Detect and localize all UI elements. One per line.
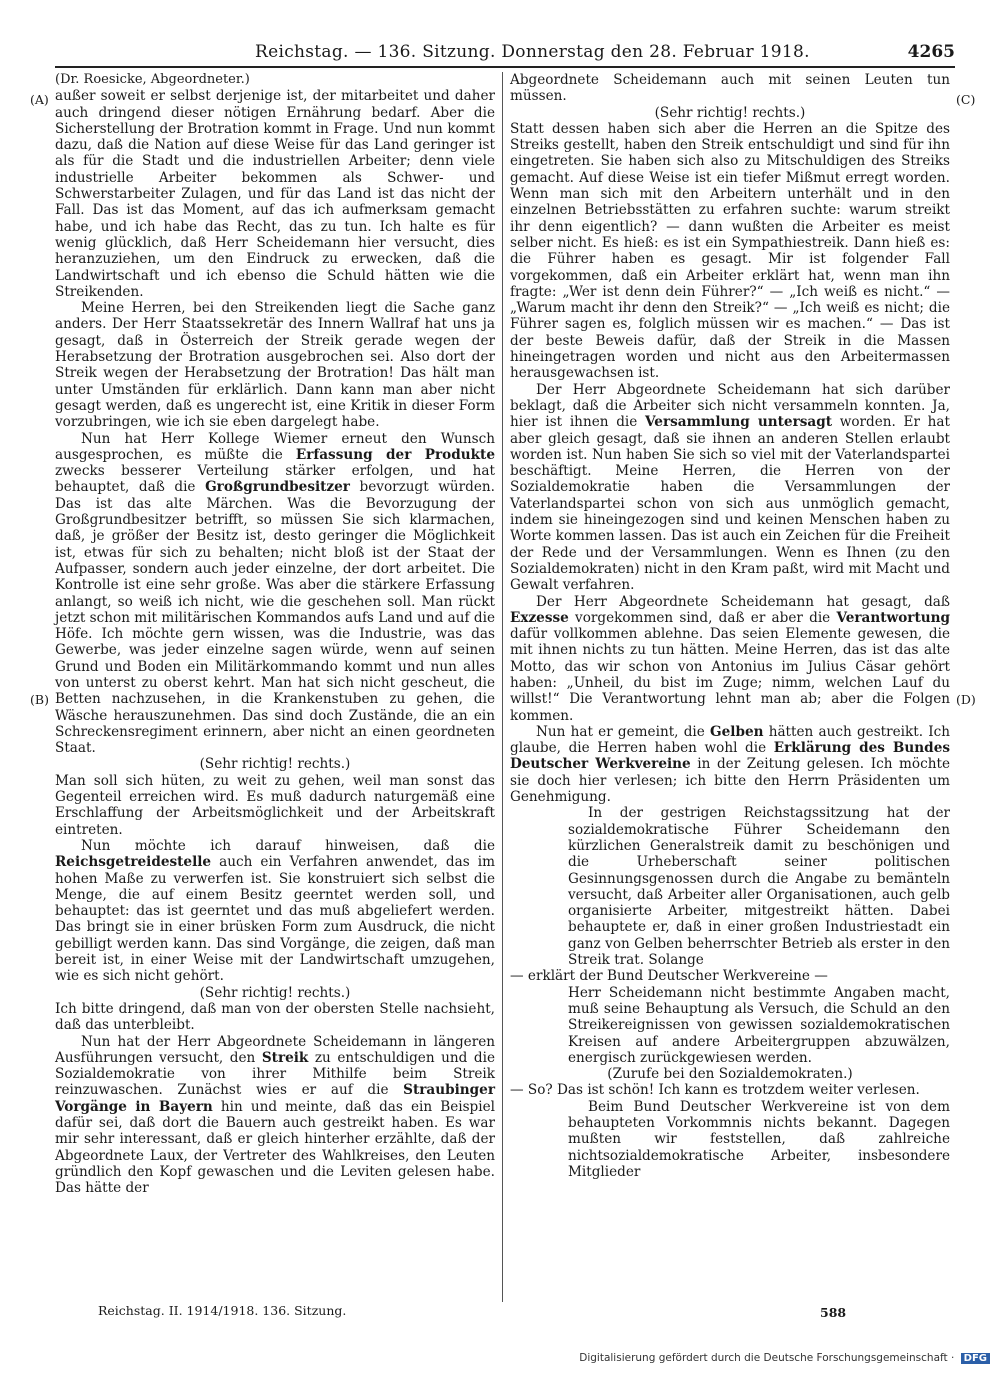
paragraph: — So? Das ist schön! Ich kann es trotzdem weiter verlesen.	[510, 1082, 920, 1099]
paragraph: Ich bitte dringend, daß man von der obersten Stelle nachsieht, daß das unterbleibt.	[55, 1000, 495, 1034]
footer-sheet-number: 588	[820, 1305, 847, 1320]
margin-mark-d: (D)	[956, 692, 976, 707]
digitization-credit	[579, 1352, 990, 1364]
interjection: (Sehr richtig! rechts.)	[199, 984, 351, 1001]
paragraph: Meine Herren, bei den Streikenden liegt die Sache ganz anders. Der Herr Staatssekretär des Innern Wallraf hat uns ja gesagt, daß in Österreich der Streik gerade wegen der Herabsetzung der Brotration ausgebrochen sei. Also dort der Streik wegen der Herabsetzung der Brotration! Das hält man unter Umständen für erklärlich. Dann kann man aber nicht gesagt werden, daß es ungerecht ist, eine Kritik in dieser Form vorzubringen, wie ich sie eben dargelegt habe.	[55, 300, 495, 431]
quotation: Herr Scheidemann nicht bestimmte Angaben macht, muß seine Behauptung als Versuch, die Schuld an den Streikereignissen von gewissen sozialdemokratischen Kreisen auf andere Arbeitergruppen abzuwälzen, energisch zurückgewiesen werden.	[568, 984, 950, 1066]
emphasis: Straubinger Vorgänge in Bayern	[55, 1082, 495, 1115]
margin-mark-a: (A)	[30, 92, 49, 107]
emphasis: Reichsgetreidestelle	[55, 854, 212, 871]
emphasis: Erklärung des Bundes Deutscher Werkvereine	[510, 740, 950, 773]
quotation-aside: — erklärt der Bund Deutscher Werkvereine —	[510, 968, 828, 985]
left-column	[55, 72, 495, 1196]
speaker-label: (Dr. Roesicke, Abgeordneter.)	[55, 72, 250, 87]
paragraph: Abgeordnete Scheidemann auch mit seinen Leuten tun müssen.	[510, 72, 950, 105]
page-number: 4265	[907, 42, 955, 62]
margin-mark-c: (C)	[956, 92, 976, 107]
header-title: Reichstag. — 136. Sitzung. Donnerstag den 28. Februar 1918.	[255, 42, 810, 62]
paragraph: außer soweit er selbst derjenige ist, der mitarbeitet und daher auch dringend dieser nötigen Ernährung bedarf. Aber die Sicherstellung der Brotration kommt in Frage. Und nun kommt dazu, daß die Nation auf diese Weise für das Land geringer ist als für die Stadt und die industriellen Arbeiter; denn viele industrielle Arbeiter bekommen als Schwer- und Schwerstarbeiter Zulagen, und für das Land ist das nicht der Fall. Das ist das Moment, auf das ich aufmerksam gemacht habe, und ich habe das Recht, das zu tun. Ich halte es für wenig glücklich, daß Herr Scheidemann hier versucht, dies heranzuziehen, um den Eindruck zu erwecken, daß die Landwirtschaft und ich ebenso die Schuld hätten wie die Streikenden.	[55, 88, 495, 300]
emphasis: Verantwortung	[836, 609, 950, 626]
paragraph: Der Herr Abgeordnete Scheidemann hat gesagt, daß Exzesse vorgekommen sind, daß er aber die Verantwortung dafür vollkommen ablehne. Das seien Elemente gewesen, die mit ihnen nichts zu tun hätten. Meine Herren, das ist das alte Motto, das wir schon von Antonius im Julius Cäsar gehört haben: „Unheil, du bist im Zuge; nimm, welchen Lauf du willst!“ Die Verantwortung lehnt man ab; aber die Folgen kommen.	[510, 593, 950, 724]
emphasis: Großgrundbesitzer	[205, 479, 350, 496]
interjection: (Sehr richtig! rechts.)	[654, 104, 806, 121]
column-divider	[502, 72, 503, 1302]
emphasis: Erfassung der Produkte	[295, 446, 495, 463]
emphasis: Streik	[261, 1049, 309, 1066]
footer-signature: Reichstag. II. 1914/1918. 136. Sitzung.	[98, 1303, 347, 1318]
emphasis: Versammlung untersagt	[645, 414, 832, 431]
paragraph: Nun hat der Herr Abgeordnete Scheidemann in längeren Ausführungen versucht, den Streik zu entschuldigen und die Sozialdemokratie von ihrer Mithilfe beim Streik reinzuwaschen. Zunächst wies er auf die Straubinger Vorgänge in Bayern hin und meinte, daß das ein Beispiel dafür sei, daß dort die Bauern auch gestreikt haben. Es war mir sehr interessant, daß er gleich hinterher erzählte, daß der Abgeordnete Laux, der Vertreter des Wahlkreises, den Leuten gründlich den Kopf gewaschen und die Leviten gelesen habe. Das hätte der	[55, 1033, 495, 1197]
right-column	[510, 72, 950, 1180]
paragraph: Der Herr Abgeordnete Scheidemann hat sich darüber beklagt, daß die Arbeiter sich nicht versammeln konnten. Ja, hier ist ihnen die Versammlung untersagt worden. Er hat aber gleich gesagt, daß sie ihnen an anderen Stellen erlaubt worden ist. Nun haben Sie sich so viel mit der Vaterlandspartei beschäftigt. Meine Herren, die Herren von der Sozialdemokratie haben die Versammlungen der Vaterlandspartei schon von sich aus unmöglich gemacht, indem sie hineingezogen sind und keinen Menschen haben zu Worte kommen lassen. Das ist auch ein Zeichen für die Freiheit der Rede und der Versammlungen. Wenn es Ihnen (zu den Sozialdemokraten) nicht in den Kram paßt, wird mit Macht und Gewalt verfahren.	[510, 381, 950, 594]
emphasis: Gelben	[710, 723, 764, 740]
margin-mark-b: (B)	[30, 692, 49, 707]
dfg-logo: DFG	[961, 1353, 990, 1364]
paragraph: Statt dessen haben sich aber die Herren an die Spitze des Streiks gestellt, haben den Streik entschuldigt und sind für ihn eingetreten. Sie haben sich also zu Mitschuldigen des Streiks gemacht. Auf diese Weise ist ein tiefer Mißmut erregt worden. Wenn man sich mit den Arbeitern unterhält und in den einzelnen Betriebsstätten zu erfahren suchte: warum streikt ihr denn eigentlich? — dann wußten die Arbeiter es meist selber nicht. Es hieß: es ist ein Sympathiestreik. Dann hieß es: die Führer haben es gesagt. Mir ist folgender Fall vorgekommen, daß ein Arbeiter erklärt hat, wenn man ihn fragte: „Wer ist denn dein Führer?“ — „Ich weiß es nicht.“ — „Warum macht ihr denn den Streik?“ — „Ich weiß es nicht; die Führer sagen es, folglich müssen wir es machen.“ — Das ist der beste Beweis dafür, daß der Streik in die Massen hineingetragen worden und nicht aus den Arbeitermassen herausgewachsen ist.	[510, 120, 950, 382]
paragraph: Man soll sich hüten, zu weit zu gehen, weil man sonst das Gegenteil erreichen wird. Es muß dadurch naturgemäß eine Erschlaffung der Arbeitsmöglichkeit und der Arbeitskraft eintreten.	[55, 772, 495, 838]
digitization-text: Digitalisierung gefördert durch die Deutsche Forschungsgemeinschaft ·	[579, 1352, 955, 1364]
paragraph: Nun hat Herr Kollege Wiemer erneut den Wunsch ausgesprochen, es müßte die Erfassung der Produkte zwecks besserer Verteilung stärker erfolgen, und hat behauptet, daß die Großgrundbesitzer bevorzugt würden. Das ist das alte Märchen. Was die Bevorzugung der Großgrundbesitzer betrifft, so müssen Sie sich klarmachen, daß, je größer der Besitz ist, desto geringer die Möglichkeit ist, etwas für sich zu behalten; nicht bloß ist der Staat der Aufpasser, sondern auch jeder einzelne, der dort arbeitet. Die Kontrolle ist eine sehr große. Was aber die stärkere Erfassung anlangt, so weiß ich nicht, wie die geschehen soll. Man rückt jetzt schon mit militärischen Kommandos aufs Land und auf die Höfe. Ich möchte gern wissen, was die Industrie, was das Gewerbe, was jeder einzelne sagen würde, wenn auf seinen Grund und Boden ein Militärkommando kommt und nun alles von unterst zu oberst kehrt. Man hat sich nicht gescheut, die Betten nachzusehen, in die Krankenstuben zu gehen, die Wäsche herauszunehmen. Das sind doch Zustände, die an ein Schreckensregiment erinnern, aber nicht an einen geordneten Staat.	[55, 430, 495, 757]
interjection: (Zurufe bei den Sozialdemokraten.)	[607, 1066, 853, 1083]
interjection: (Sehr richtig! rechts.)	[199, 756, 351, 773]
quotation: Beim Bund Deutscher Werkvereine ist von dem behaupteten Vorkommnis nichts bekannt. Dagegen mußten wir feststellen, daß zahlreiche nichtsozialdemokratische Arbeiter, insbesondere Mitglieder	[568, 1098, 950, 1180]
paragraph: Nun hat er gemeint, die Gelben hätten auch gestreikt. Ich glaube, die Herren haben wohl die Erklärung des Bundes Deutscher Werkvereine in der Zeitung gelesen. Ich möchte sie doch hier verlesen; ich bitte den Herrn Präsidenten um Genehmigung.	[510, 723, 950, 806]
emphasis: Exzesse	[510, 609, 569, 626]
running-header	[55, 38, 955, 68]
paragraph: Nun möchte ich darauf hinweisen, daß die Reichsgetreidestelle auch ein Verfahren anwendet, das im hohen Maße zu verwerfen ist. Sie konstruiert sich selbst die Menge, die auf einem Besitz geerntet werden soll, und behauptet: das ist geerntet und das muß abgeliefert werden. Das bringt sie in einer brüsken Form zum Ausdruck, die nicht gebilligt werden kann. Das sind Vorgänge, die zeigen, daß man bereit ist, in einer Weise mit der Landwirtschaft umzugehen, wie es sich nicht gehört.	[55, 837, 495, 985]
quotation: In der gestrigen Reichstagssitzung hat der sozialdemokratische Führer Scheidemann den kürzlichen Generalstreik damit zu beschönigen und die Urheberschaft seiner politischen Gesinnungsgenossen durch die Angabe zu bemänteln versucht, daß Arbeiter aller Organisationen, auch gelb organisierte Arbeiter, mitgestreikt hätten. Dabei behauptete er, daß in einer großen Industriestadt ein ganz von Gelben beherrschter Betrieb als erster in den Streik trat. Solange	[568, 805, 950, 969]
